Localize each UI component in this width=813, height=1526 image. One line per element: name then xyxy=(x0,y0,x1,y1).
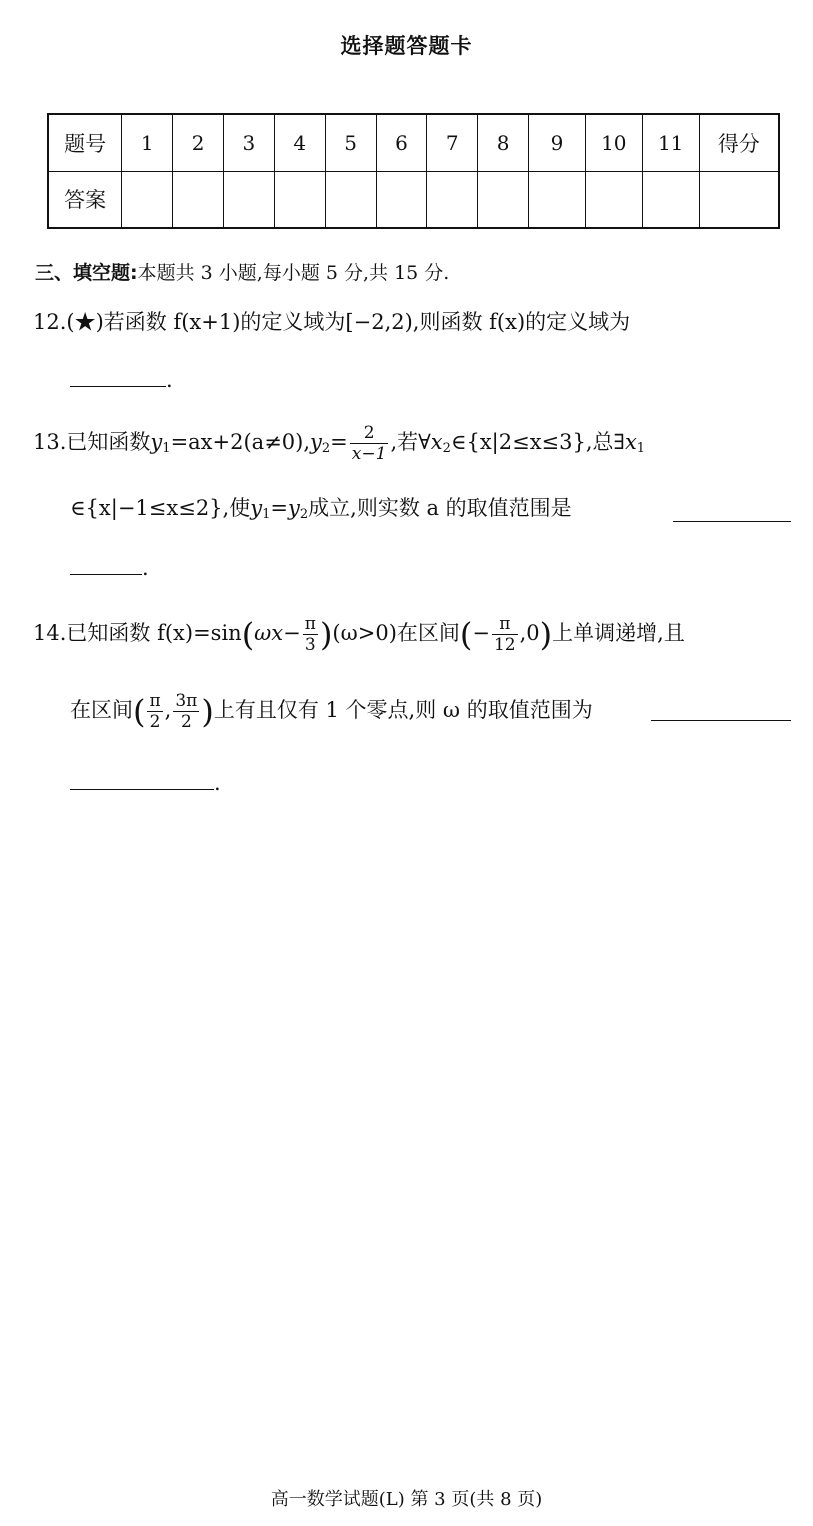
q14-frac-pi-3: π xyxy=(149,691,161,711)
q14-cond: (ω>0)在区间 xyxy=(332,621,460,645)
q13-y1b: y xyxy=(250,496,263,520)
question-13-end: . xyxy=(142,556,149,580)
answer-cell[interactable] xyxy=(427,171,478,228)
question-number-cell: 9 xyxy=(529,114,586,171)
q14-paren-open-3: ( xyxy=(133,692,146,731)
q14-paren-open: ( xyxy=(241,615,255,654)
question-number-cell: 2 xyxy=(173,114,224,171)
page-footer: 高一数学试题(L) 第 3 页(共 8 页) xyxy=(270,1489,543,1510)
answer-cell[interactable] xyxy=(585,171,642,228)
q13-sub-2: 2 xyxy=(321,441,331,456)
q14-paren-close-2: ) xyxy=(539,615,553,654)
answer-blank-q13-a[interactable] xyxy=(673,521,791,522)
q13-x2: x xyxy=(430,430,443,454)
q14-tail1: 上单调递增,且 xyxy=(552,621,685,645)
table-row-answers xyxy=(48,171,779,228)
q14-prefix: 14.已知函数 f(x)=sin xyxy=(33,621,242,645)
q13-frac-denominator: x−1 xyxy=(351,444,387,464)
q13-sub-4: 1 xyxy=(636,441,646,456)
score-label: 得分 xyxy=(699,114,779,171)
q13-frac-numerator: 2 xyxy=(350,423,389,444)
q14-paren-close: ) xyxy=(319,615,333,654)
q14-inner: ωx− xyxy=(254,621,301,645)
question-13-line-2: ∈{x|−1≤x≤2},使$y_1=y_2$成立,则实数 a 的取值范围是 xyxy=(70,496,572,522)
answer-cell[interactable] xyxy=(376,171,427,228)
question-12-line-1: 12.(★)若函数 f(x+1)的定义域为[−2,2),则函数 f(x)的定义域为 xyxy=(33,310,631,334)
question-12-end: . xyxy=(166,368,173,392)
q14-fraction-3pi-2 xyxy=(173,691,199,732)
q14-frac-2b: 2 xyxy=(180,712,192,732)
q14-line2a: 在区间 xyxy=(70,698,133,722)
table-row-numbers xyxy=(48,114,779,171)
question-number-cell: 4 xyxy=(274,114,325,171)
answer-card-table xyxy=(47,113,780,229)
question-14-line-1 xyxy=(33,608,685,658)
answer-blank-q13-b[interactable] xyxy=(70,574,142,575)
q14-paren-close-3: ) xyxy=(201,692,214,731)
page-title: 选择题答题卡 xyxy=(340,34,473,58)
q14-fraction-pi-3 xyxy=(303,614,318,655)
question-14-line-2: 在区间( $\frac{\pi}{2}$ , $\frac{3\pi}{2}$ )上有且仅有 1 个零点,则 ω 的取值范围为 xyxy=(70,691,593,732)
q14-frac-2: 2 xyxy=(149,712,161,732)
score-cell[interactable] xyxy=(699,171,779,228)
q13-line2b: 成立,则实数 a 的取值范围是 xyxy=(308,496,572,520)
question-number-cell: 10 xyxy=(585,114,642,171)
section-description: 本题共 3 小题,每小题 5 分,共 15 分. xyxy=(137,262,450,284)
answer-cell[interactable] xyxy=(122,171,173,228)
question-number-cell: 11 xyxy=(642,114,699,171)
q13-mid1: =ax+2(a≠0), xyxy=(170,430,311,454)
q13-line2a: ∈{x|−1≤x≤2},使 xyxy=(70,496,251,520)
q14-paren-open-2: ( xyxy=(459,615,473,654)
row-label-number: 题号 xyxy=(48,114,122,171)
answer-cell[interactable] xyxy=(223,171,274,228)
question-13-line-1: 13.已知函数$y_1=ax+2(a\ne 0),y_2=$ $\frac{2}{x-1}$ ,若$\forall x_2\in\{x|2\le x\le 3\}$,总$\exists x_1$ xyxy=(33,423,646,464)
q14-neg: − xyxy=(472,621,490,645)
q13-mid2: ,若∀ xyxy=(390,430,431,454)
question-14-end: . xyxy=(214,771,221,795)
q13-fraction xyxy=(350,423,389,464)
q14-line2b: 上有且仅有 1 个零点,则 ω 的取值范围为 xyxy=(213,698,593,722)
question-number-cell: 3 xyxy=(223,114,274,171)
q14-fraction-pi-12 xyxy=(492,614,518,655)
answer-cell[interactable] xyxy=(478,171,529,228)
q14-frac-3: 3 xyxy=(304,635,316,655)
question-number-cell: 7 xyxy=(427,114,478,171)
q14-frac-pi-2: π xyxy=(492,614,518,635)
q14-frac-3pi: 3π xyxy=(175,691,198,711)
q13-sub-6: 2 xyxy=(299,507,309,522)
section-heading xyxy=(35,258,449,285)
question-number-cell: 8 xyxy=(478,114,529,171)
q14-frac-12: 12 xyxy=(493,635,516,655)
answer-cell[interactable] xyxy=(173,171,224,228)
answer-blank-q12[interactable] xyxy=(70,386,166,387)
q13-sub-5: 1 xyxy=(262,507,271,522)
section-title: 三、填空题: xyxy=(35,262,138,284)
q13-prefix: 13.已知函数 xyxy=(33,430,151,454)
q13-sub-1: 1 xyxy=(162,441,171,456)
q13-y2b: y xyxy=(287,496,300,520)
answer-cell[interactable] xyxy=(529,171,586,228)
question-number-cell: 5 xyxy=(325,114,376,171)
q13-sub-3: 2 xyxy=(442,441,451,456)
answer-cell[interactable] xyxy=(274,171,325,228)
q13-x1: x xyxy=(624,430,637,454)
q14-frac-pi: π xyxy=(304,614,316,634)
q13-y2: y xyxy=(310,430,322,454)
row-label-answer: 答案 xyxy=(48,171,122,228)
q14-fraction-pi-2 xyxy=(147,691,162,732)
answer-blank-q14-b[interactable] xyxy=(70,789,214,790)
q13-y: y xyxy=(150,430,163,454)
answer-cell[interactable] xyxy=(642,171,699,228)
answer-blank-q14-a[interactable] xyxy=(651,720,791,721)
answer-cell[interactable] xyxy=(325,171,376,228)
q14-zero: ,0 xyxy=(519,621,540,645)
q13-mid3: ∈{x|2≤x≤3},总∃ xyxy=(450,430,625,454)
question-number-cell: 1 xyxy=(122,114,173,171)
question-number-cell: 6 xyxy=(376,114,427,171)
